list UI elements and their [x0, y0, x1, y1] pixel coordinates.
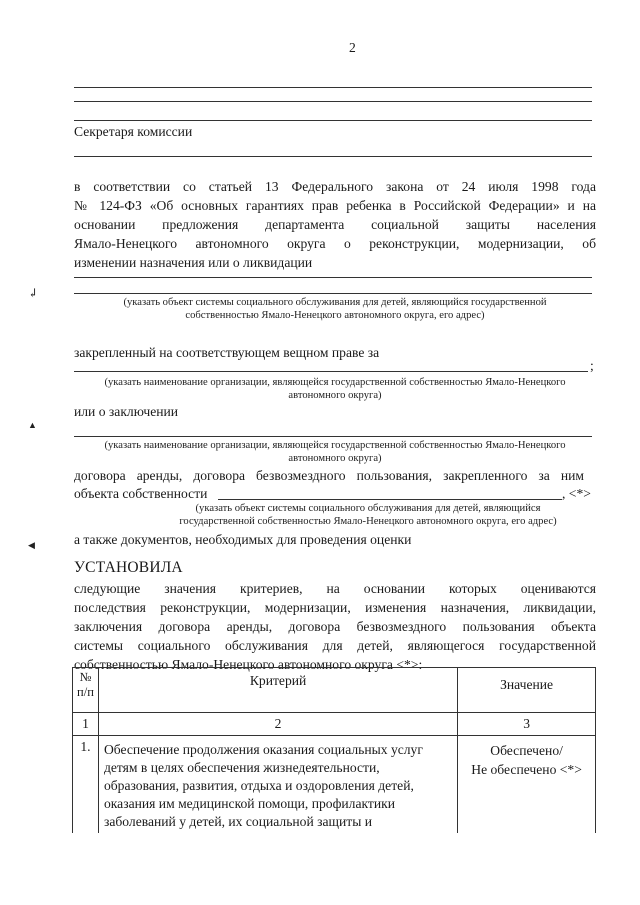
note-line: автономного округа)	[288, 390, 382, 401]
text-line: № 124-ФЗ «Об основных гарантиях прав ребенка в Российской Федерации» и на	[74, 198, 596, 213]
note-line: (указать объект системы социального обслуживания для детей, являющийся	[195, 503, 541, 514]
secretary-label: Секретаря комиссии	[74, 124, 193, 139]
note-line: (указать наименование организации, являющейся государственной собственностью Ямало-Ненецкого	[104, 440, 566, 451]
property-object-label: объекта собственности	[74, 486, 208, 501]
paragraph-criteria	[74, 579, 596, 674]
text-line: основании предложения департамента социальной защиты населения	[74, 217, 596, 232]
index-cell: 1	[73, 713, 99, 736]
text-line: Ямало-Ненецкого автономного округа о реконструкции, модернизации, об	[74, 236, 596, 251]
note-line: (указать наименование организации, являющейся государственной собственностью Ямало-Ненецкого	[104, 377, 566, 388]
blank-line	[74, 293, 592, 294]
semicolon: ;	[590, 358, 594, 373]
note-line: государственной собственностью Ямало-Ненецкого автономного округа, его адрес)	[179, 516, 557, 527]
blank-line	[74, 277, 592, 278]
note-organization-2	[74, 439, 596, 465]
text-line: в соответствии со статьей 13 Федерального закона от 24 июля 1998 года	[74, 179, 596, 194]
note-line: (указать объект системы социального обслуживания для детей, являющийся государственной	[123, 297, 547, 308]
text-line: собственностью Ямало-Ненецкого автономного округа <*>:	[74, 657, 423, 672]
note-object-2	[140, 502, 596, 528]
note-organization	[74, 376, 596, 402]
blank-line	[74, 436, 592, 437]
contract-line: договора аренды, договора безвозмездного пользования, закрепленного за ним	[74, 468, 584, 483]
text-line: изменении назначения или о ликвидации	[74, 255, 313, 270]
or-conclusion-text: или о заключении	[74, 404, 179, 419]
table-row	[73, 736, 596, 834]
margin-mark: ◀	[28, 540, 35, 550]
blank-line	[74, 101, 592, 102]
established-heading: УСТАНОВИЛА	[74, 559, 183, 576]
blank-line	[218, 499, 562, 500]
blank-line	[74, 156, 592, 157]
margin-mark: ▲	[28, 420, 37, 430]
value-line: Не обеспечено <*>	[471, 762, 582, 777]
header-criterion: Критерий	[98, 668, 457, 713]
value-line: Обеспечено/	[490, 743, 563, 758]
table-index-row	[73, 713, 596, 736]
row-criterion: Обеспечение продолжения оказания социальных услуг детям в целях обеспечения жизнедеятельности, образования, развития, отдыха и оздоровления детей, оказания им медицинской помощи, профилактики заболеваний у детей, их социальной защиты и	[98, 736, 457, 834]
blank-line	[74, 120, 592, 121]
text-line: последствия реконструкции, модернизации, изменения назначения, ликвидации,	[74, 600, 596, 615]
text-line: следующие значения критериев, на основании которых оцениваются	[74, 581, 596, 596]
index-cell: 3	[458, 713, 596, 736]
page-number: 2	[349, 40, 356, 55]
index-cell: 2	[98, 713, 457, 736]
criteria-table	[72, 667, 596, 833]
assigned-text: закрепленный на соответствующем вещном праве за	[74, 345, 380, 360]
text-line: заключения договора аренды, договора безвозмездного пользования объекта	[74, 619, 596, 634]
note-line: автономного округа)	[288, 453, 382, 464]
documents-line: а также документов, необходимых для проведения оценки	[74, 532, 412, 547]
note-object	[74, 296, 596, 322]
header-num	[73, 668, 99, 713]
table-header-row	[73, 668, 596, 713]
text-line: системы социального обслуживания для детей, являющегося государственной	[74, 638, 596, 653]
paragraph-legal-basis	[74, 177, 596, 272]
blank-line	[74, 371, 588, 372]
header-num-text: № п/п	[77, 670, 94, 699]
blank-line	[74, 87, 592, 88]
header-value: Значение	[458, 668, 596, 713]
margin-mark: ↲	[28, 286, 39, 300]
note-line: собственностью Ямало-Ненецкого автономного округа, его адрес)	[185, 310, 485, 321]
row-value	[458, 736, 596, 834]
footnote-mark: , <*>	[562, 486, 591, 501]
row-num: 1.	[73, 736, 99, 834]
